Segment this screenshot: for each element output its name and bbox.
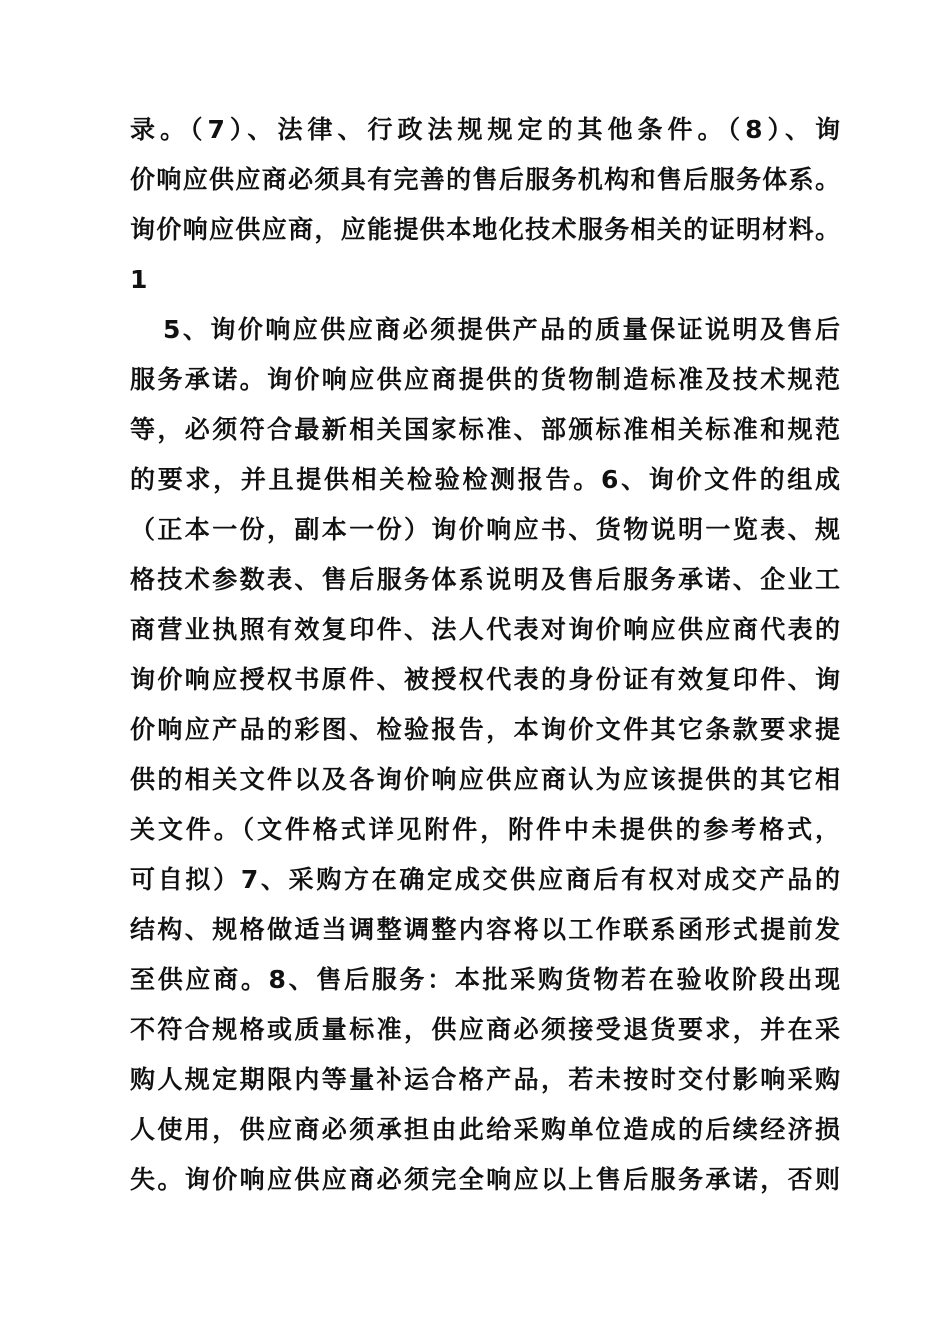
- text-line: 询价响应授权书原件、被授权代表的身份证有效复印件、询: [130, 665, 840, 694]
- text-line: 1: [130, 265, 148, 294]
- text-line: 价响应产品的彩图、检验报告，本询价文件其它条款要求提: [130, 715, 840, 744]
- text-line: 等，必须符合最新相关国家标准、部颁标准相关标准和规范: [130, 415, 840, 444]
- text-line: 服务承诺。询价响应供应商提供的货物制造标准及技术规范: [130, 365, 840, 394]
- text-line: 录。（7）、法律、行政法规规定的其他条件。（8）、询: [130, 115, 840, 144]
- text-line: 询价响应供应商，应能提供本地化技术服务相关的证明材料。: [130, 215, 840, 244]
- text-line: 价响应供应商必须具有完善的售后服务机构和售后服务体系。: [130, 165, 840, 194]
- text-line: 至供应商。8、售后服务：本批采购货物若在验收阶段出现: [130, 965, 840, 994]
- text-line: 结构、规格做适当调整调整内容将以工作联系函形式提前发: [130, 915, 840, 944]
- text-line: （正本一份，副本一份）询价响应书、货物说明一览表、规: [130, 515, 840, 544]
- text-line: 的要求，并且提供相关检验检测报告。6、询价文件的组成: [130, 465, 840, 494]
- text-line: 失。询价响应供应商必须完全响应以上售后服务承诺，否则: [130, 1165, 840, 1194]
- text-line: 关文件。（文件格式详见附件，附件中未提供的参考格式，: [130, 815, 840, 844]
- text-line: 不符合规格或质量标准，供应商必须接受退货要求，并在采: [130, 1015, 840, 1044]
- text-line: 可自拟）7、采购方在确定成交供应商后有权对成交产品的: [130, 865, 840, 894]
- text-line: 供的相关文件以及各询价响应供应商认为应该提供的其它相: [130, 765, 840, 794]
- text-line: 格技术参数表、售后服务体系说明及售后服务承诺、企业工: [130, 565, 840, 594]
- text-line: 商营业执照有效复印件、法人代表对询价响应供应商代表的: [130, 615, 840, 644]
- text-line: 购人规定期限内等量补运合格产品，若未按时交付影响采购: [130, 1065, 840, 1094]
- text-line: 5、询价响应供应商必须提供产品的质量保证说明及售后: [163, 315, 840, 344]
- body-text: [130, 105, 840, 1205]
- text-line: 人使用，供应商必须承担由此给采购单位造成的后续经济损: [130, 1115, 840, 1144]
